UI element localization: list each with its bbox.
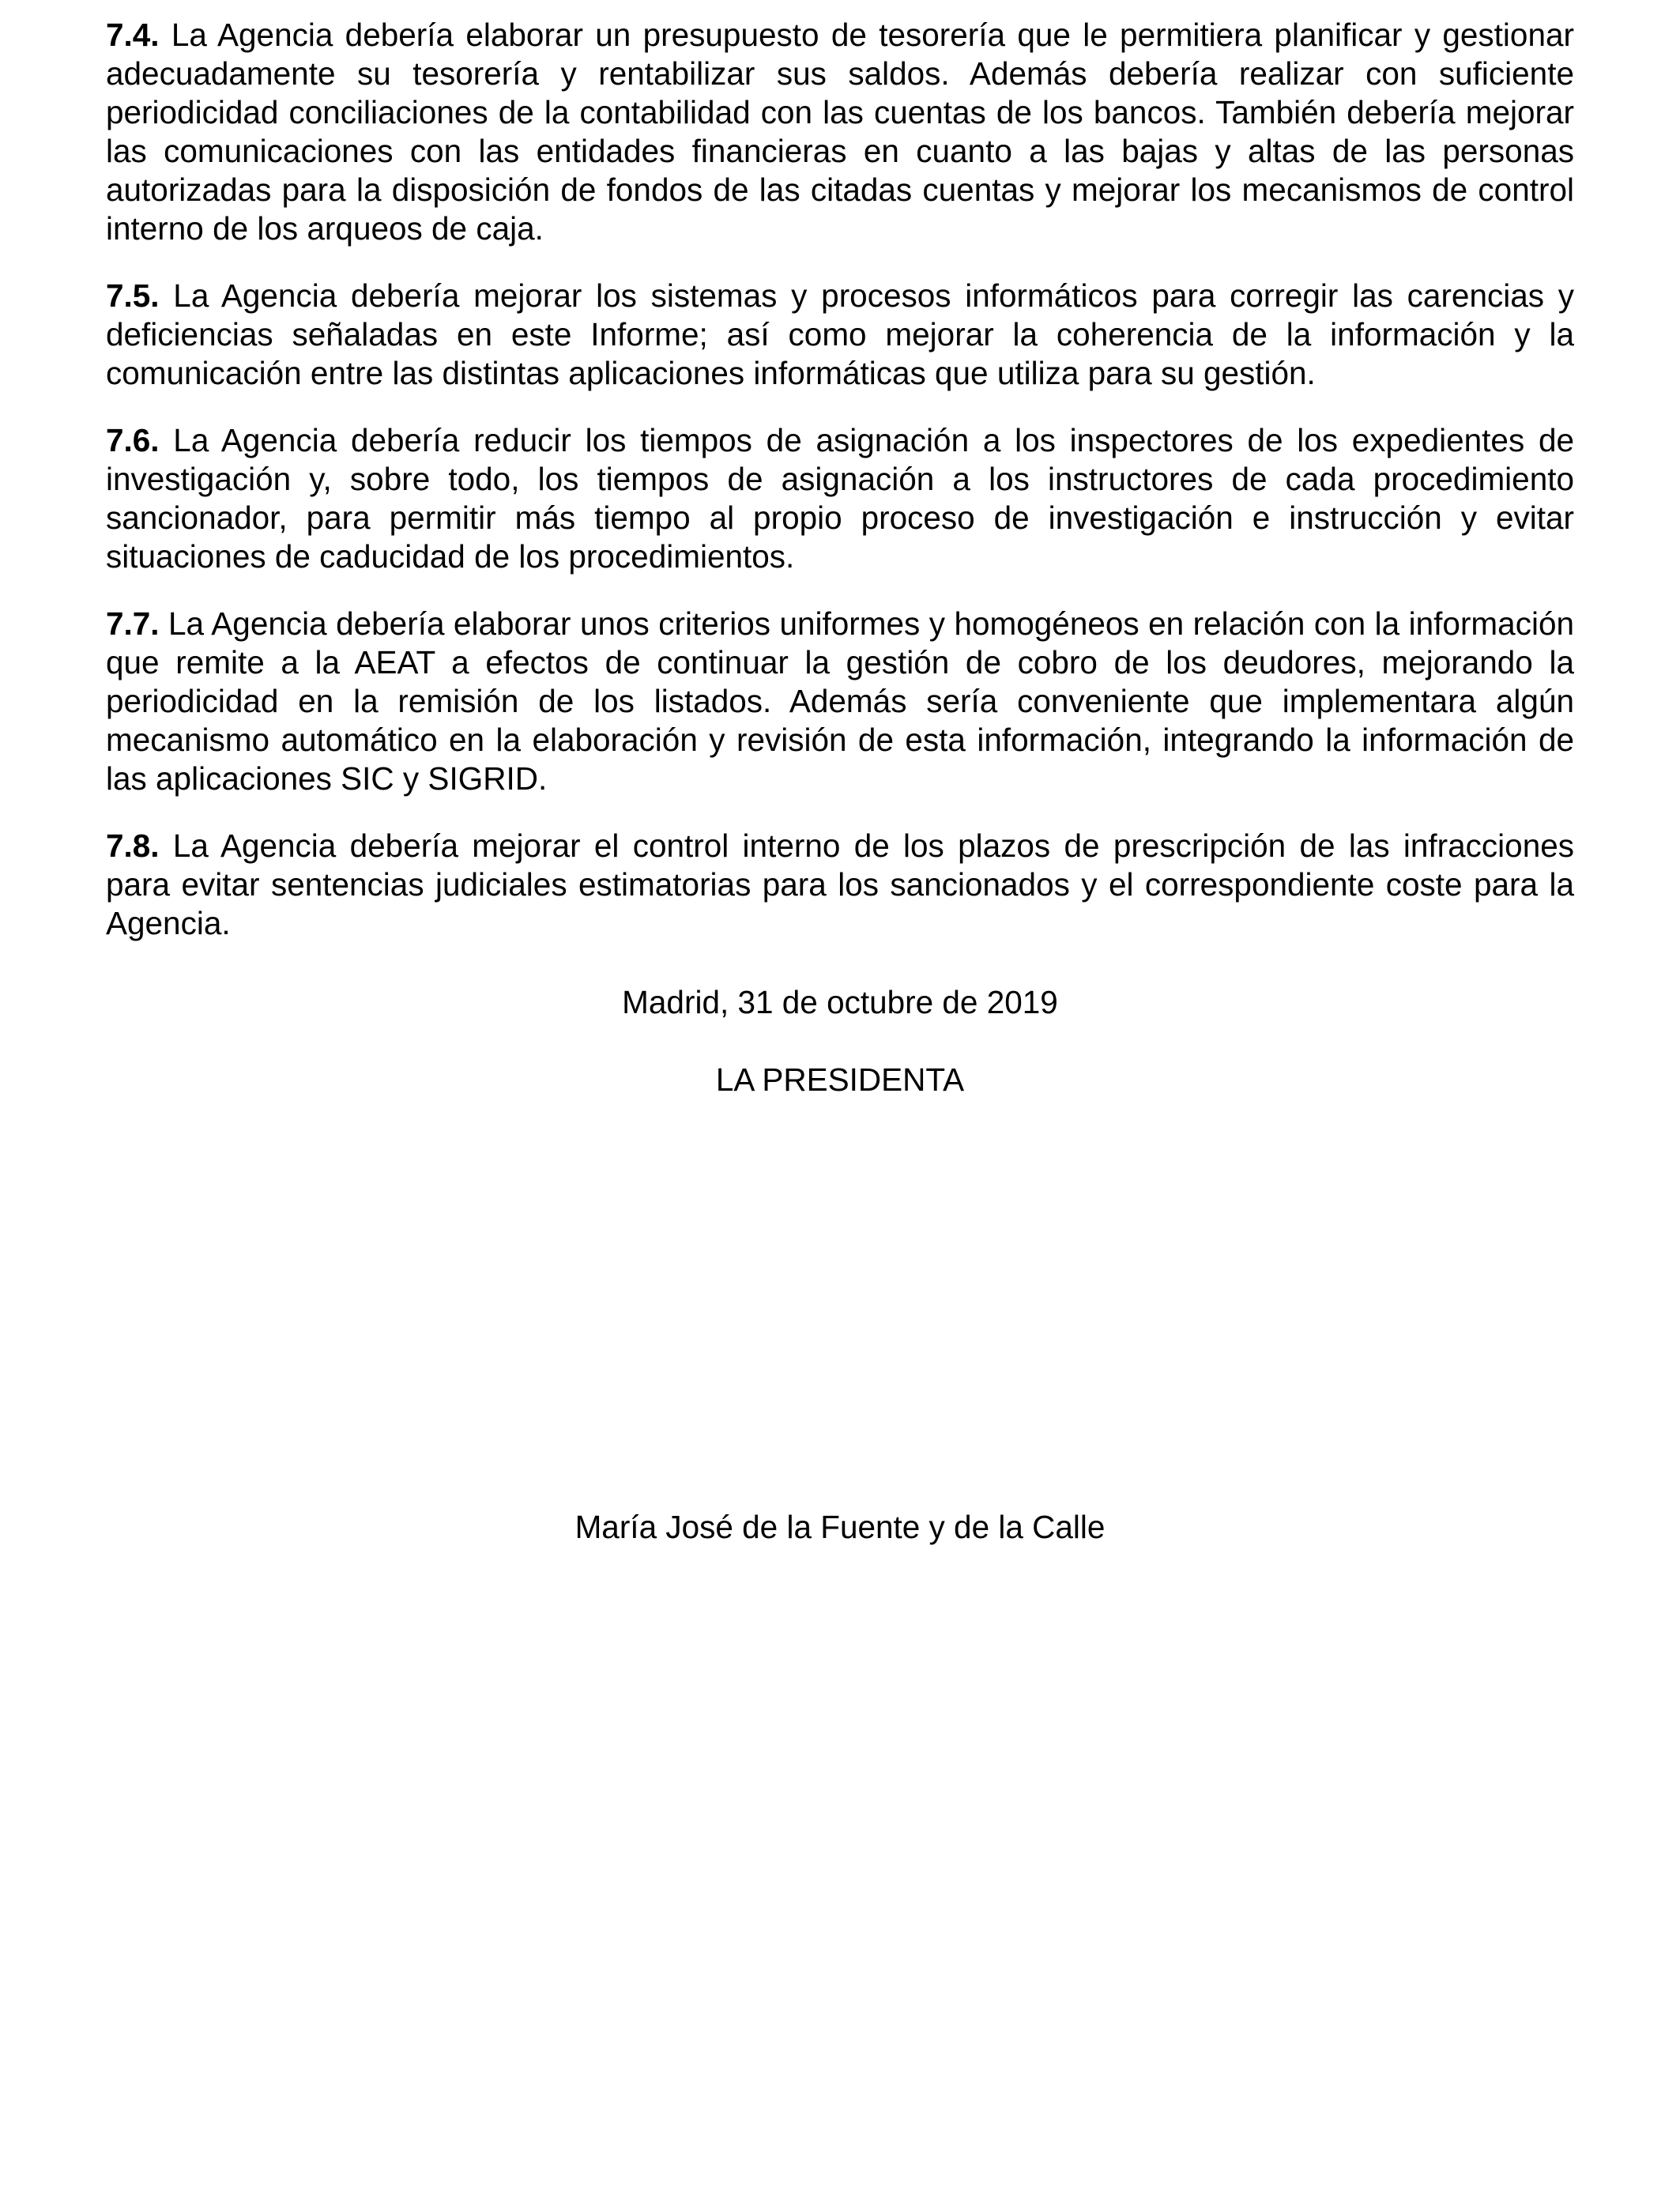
- paragraph-number: 7.8.: [106, 827, 160, 864]
- paragraph-7-7: [106, 605, 1574, 798]
- paragraph-7-6: [106, 421, 1574, 576]
- paragraph-7-4: [106, 16, 1574, 248]
- paragraph-number: 7.4.: [106, 17, 160, 53]
- paragraph-number: 7.6.: [106, 422, 160, 458]
- paragraph-text: La Agencia debería mejorar los sistemas y procesos informáticos para corregir las carencias y deficiencias señaladas en este Informe; así como mejorar la coherencia de la información y la comunicación entre las distintas aplicaciones informáticas que utiliza para su gestión.: [106, 277, 1574, 391]
- signatory-name: María José de la Fuente y de la Calle: [574, 1509, 1106, 1545]
- paragraph-7-8: [106, 827, 1574, 943]
- paragraph-text: La Agencia debería elaborar un presupuesto de tesorería que le permitiera planificar y gestionar adecuadamente su tesorería y rentabilizar sus saldos. Además debería realizar con suficiente periodicidad conciliaciones de la contabilidad con las cuentas de los bancos. También debería mejorar las comunicaciones con las entidades financieras en cuanto a las bajas y altas de las personas autorizadas para la disposición de fondos de las citadas cuentas y mejorar los mecanismos de control interno de los arqueos de caja.: [106, 17, 1574, 247]
- paragraph-7-5: [106, 277, 1574, 393]
- recommendations-body: [106, 16, 1574, 971]
- place-and-date: Madrid, 31 de octubre de 2019: [622, 984, 1058, 1020]
- paragraph-number: 7.7.: [106, 605, 160, 642]
- paragraph-number: 7.5.: [106, 277, 160, 314]
- paragraph-text: La Agencia debería mejorar el control interno de los plazos de prescripción de las infracciones para evitar sentencias judiciales estimatorias para los sancionados y el correspondiente coste para la Agencia.: [106, 827, 1574, 941]
- paragraph-text: La Agencia debería reducir los tiempos de asignación a los inspectores de los expedientes de investigación y, sobre todo, los tiempos de asignación a los instructores de cada procedimiento sancionador, para permitir más tiempo al propio proceso de investigación e instrucción y evitar situaciones de caducidad de los procedimientos.: [106, 422, 1574, 575]
- signatory-title: LA PRESIDENTA: [715, 1061, 965, 1098]
- paragraph-text: La Agencia debería elaborar unos criterios uniformes y homogéneos en relación con la información que remite a la AEAT a efectos de continuar la gestión de cobro de los deudores, mejorando la periodicidad en la remisión de los listados. Además sería conveniente que implementara algún mecanismo automático en la elaboración y revisión de esta información, integrando la información de las aplicaciones SIC y SIGRID.: [106, 605, 1574, 797]
